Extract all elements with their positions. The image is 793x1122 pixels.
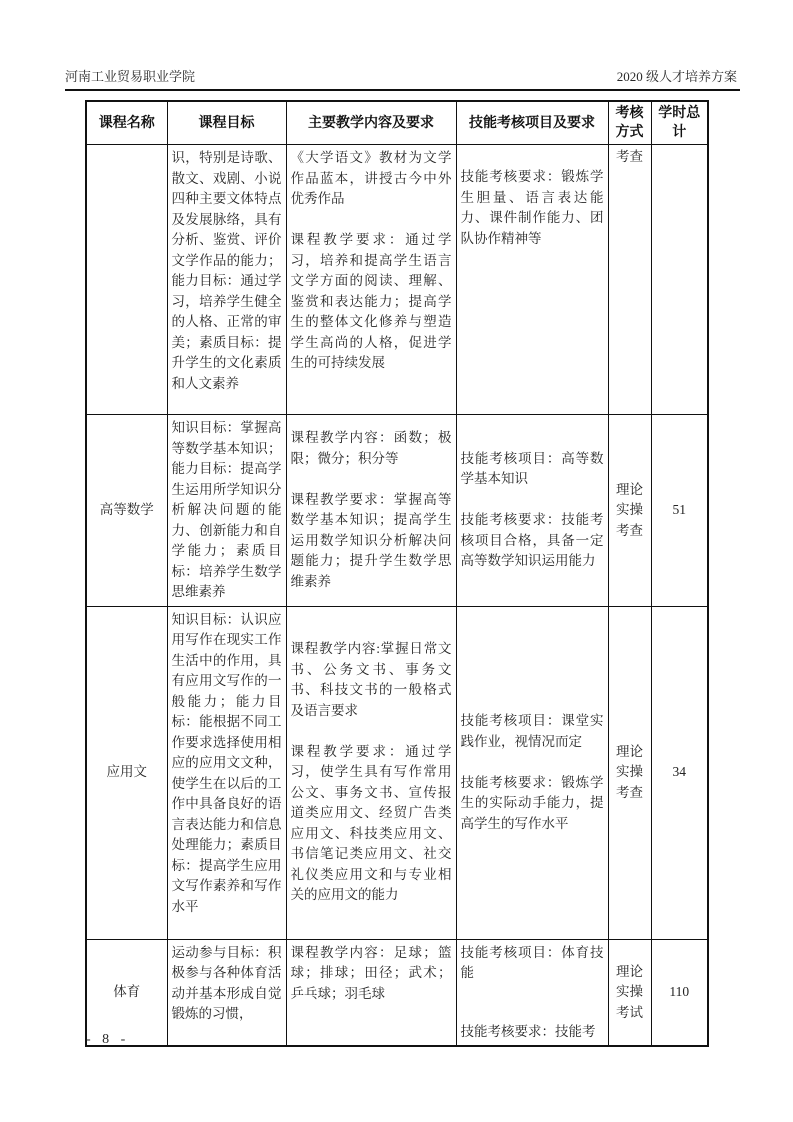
skill-assessment-cell: [456, 145, 608, 415]
col-header-total-hours: 学时总计: [651, 101, 708, 145]
objectives-cell: [167, 939, 286, 1046]
teaching-requirement-paragraph: 课程教学要求：掌握高等数学基本知识；提高学生运用数学知识分析解决问题能力；提升学生数学思维素养: [290, 491, 452, 589]
col-header-skill-assessment: 技能考核项目及要求: [456, 101, 608, 145]
assessment-method-line: 考试: [616, 1004, 643, 1020]
header-rule: [65, 89, 740, 91]
skill-assessment-paragraph: 技能考核要求：锻炼学生胆量、语言表达能力、课件制作能力、团队协作精神等: [460, 169, 604, 246]
teaching-content-cell: [286, 415, 456, 607]
skill-assessment-cell: [456, 606, 608, 939]
course-objectives: 知识目标：认识应用写作在现实工作生活中的作用，具有应用文写作的一般能力；能力目标：能根据不同工作要求选择使用相应的应用文文种，使学生在以后的工作中具备良好的语言表达能力和信息处理能力；素质目标：提高学生应用文写作素养和写作水平: [171, 611, 282, 914]
assessment-method-line: 实操: [616, 502, 643, 517]
table-header-row: [86, 101, 708, 145]
course-name-cell: [86, 939, 167, 1046]
table-row-advanced-math: [86, 415, 708, 607]
assessment-method-cell: [608, 145, 651, 415]
skill-assessment-cell: [456, 939, 608, 1046]
page-header: [65, 66, 737, 85]
course-name: 应用文: [106, 764, 147, 780]
teaching-requirement-paragraph: 课程教学要求：通过学习，培养和提高学生语言文学方面的阅读、理解、鉴赏和表达能力；提高学生的整体文化修养与塑造学生高尚的人格，促进学生的可持续发展: [290, 232, 452, 370]
col-header-teaching-content: 主要教学内容及要求: [286, 101, 456, 145]
total-hours-cell: [651, 606, 708, 939]
assessment-method-line: 考查: [616, 522, 643, 538]
skill-assessment-cell: [456, 415, 608, 607]
assessment-method-line: 理论: [616, 963, 643, 979]
assessment-method-line: 实操: [616, 984, 643, 999]
assessment-method-line: 理论: [616, 743, 643, 759]
course-name: 体育: [113, 984, 141, 999]
teaching-content-paragraph: 课程教学内容：足球；篮球；排球；田径；武术；乒乓球；羽毛球: [290, 944, 452, 1001]
objectives-cell: [167, 415, 286, 607]
course-name-cell: [86, 145, 167, 415]
assessment-method-cell: [608, 606, 651, 939]
assessment-method-line: 考查: [616, 149, 643, 164]
assessment-method-line: 实操: [616, 764, 643, 780]
objectives-cell: [167, 606, 286, 939]
skill-assessment-item-paragraph: 技能考核项目：高等数学基本知识: [460, 450, 604, 487]
table-row-university-chinese: [86, 145, 708, 415]
assessment-method-line: 理论: [616, 481, 643, 497]
header-program-title: 2020 级人才培养方案: [616, 69, 737, 84]
course-objectives: 识，特别是诗歌、散文、戏剧、小说四种主要文体特点及发展脉络，具有分析、鉴赏、评价文学作品的能力；能力目标：通过学习，培养学生健全的人格、正常的审美；素质目标：提升学生的文化素质和人文素养: [171, 150, 282, 391]
total-hours: 34: [672, 764, 686, 780]
teaching-content-cell: [286, 145, 456, 415]
teaching-requirement-paragraph: 课程教学要求：通过学习，使学生具有写作常用公文、事务文书、宣传报道类应用文、经贸广告类应用文、科技类应用文、书信笔记类应用文、社交礼仪类应用文和与专业相关的应用文的能力: [290, 743, 452, 903]
skill-assessment-requirement-paragraph: 技能考核要求：锻炼学生的实际动手能力，提高学生的写作水平: [460, 774, 604, 831]
teaching-content-cell: [286, 939, 456, 1046]
teaching-content-paragraph: 课程教学内容：函数；极限；微分；积分等: [290, 430, 452, 466]
course-objectives: 知识目标：掌握高等数学基本知识；能力目标：提高学生运用所学知识分析解决问题的能力、创新能力和自学能力；素质目标：培养学生数学思维素养: [171, 420, 282, 599]
objectives-cell: [167, 145, 286, 415]
course-name-cell: [86, 415, 167, 607]
total-hours: 110: [669, 984, 690, 999]
course-objectives: 运动参与目标：积极参与各种体育活动并基本形成自觉锻炼的习惯，: [171, 944, 282, 1021]
skill-assessment-requirement-paragraph: 技能考核要求：技能考: [460, 1023, 596, 1039]
total-hours-cell: [651, 939, 708, 1046]
teaching-content-paragraph: 课程教学内容:掌握日常文书、公务文书、事务文书、科技文书的一般格式及语言要求: [290, 641, 452, 718]
page-number: - 8 -: [86, 1032, 130, 1047]
header-school-name: 河南工业贸易职业学院: [65, 69, 196, 84]
total-hours: 51: [672, 502, 686, 517]
col-header-objectives: 课程目标: [167, 101, 286, 145]
assessment-method-cell: [608, 415, 651, 607]
assessment-method-line: 考查: [616, 784, 643, 800]
teaching-content-cell: [286, 606, 456, 939]
skill-assessment-item-paragraph: 技能考核项目：课堂实践作业，视情况而定: [460, 713, 604, 749]
total-hours-cell: [651, 145, 708, 415]
table-row-applied-writing: [86, 606, 708, 939]
col-header-course-name: 课程名称: [86, 101, 167, 145]
table-row-physical-education: [86, 939, 708, 1046]
assessment-method-cell: [608, 939, 651, 1046]
skill-assessment-item-paragraph: 技能考核项目：体育技能: [460, 944, 604, 980]
skill-assessment-requirement-paragraph: 技能考核要求：技能考核项目合格，具备一定高等数学知识运用能力: [460, 512, 604, 569]
course-name: 高等数学: [99, 502, 154, 517]
col-header-assessment-method: 考核方式: [608, 101, 651, 145]
course-name-cell: [86, 606, 167, 939]
total-hours-cell: [651, 415, 708, 607]
course-table: [85, 100, 709, 1047]
teaching-content-paragraph: 《大学语文》教材为文学作品蓝本，讲授古今中外优秀作品: [290, 150, 452, 206]
